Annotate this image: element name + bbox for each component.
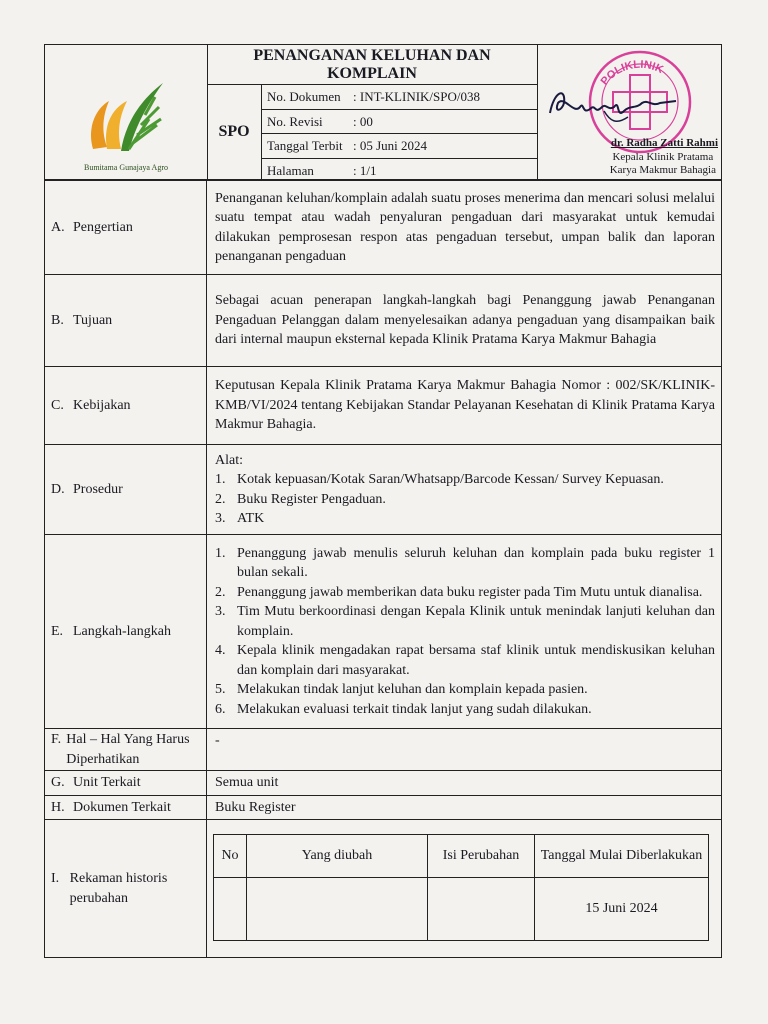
section-title: Pengertian [73,219,133,235]
column-header: Yang diubah [247,835,428,878]
item-text: Tim Mutu berkoordinasi dengan Kepala Klinik untuk menindak lanjuti keluhan dan komplain. [237,604,715,639]
item-number: 1. [215,472,226,487]
section-row [45,367,722,445]
document-header [44,44,722,180]
section-row [45,729,722,771]
section-title: Tujuan [73,312,113,328]
section-content: Keputusan Kepala Klinik Pratama Karya Makmur Bahagia Nomor : 002/SK/KLINIK-KMB/VI/2024 tentang Kebijakan Standar Pelayanan Kesehatan di Klinik Pratama Karya Makmur Bahagia. [207,367,722,445]
company-name: Bumitama Gunajaya Agro [84,163,168,172]
list-item [215,509,715,529]
section-content: Penanganan keluhan/komplain adalah suatu proses menerima dan mencari solusi melalui suatu tempat atau wadah penyaluran pengaduan dari masyarakat untuk kemudai dilakukan pemprosesan respon atas pengaduan tersebut, umpan balik dan laporan penanganan pengaduan [207,181,722,275]
section-row [45,795,722,820]
section-letter: G. [51,775,65,790]
list-item [215,700,715,720]
list-item [215,641,715,680]
signature-cell [537,45,724,179]
section-title: Unit Terkait [73,775,141,790]
list-item [215,470,715,490]
section-content: Buku Register [207,795,722,820]
section-label [45,535,207,729]
section-content [207,535,722,729]
list-item [215,544,715,583]
table-cell [214,878,247,941]
list-item [215,602,715,641]
meta-value: : INT-KLINIK/SPO/038 [353,89,480,104]
item-number: 4. [215,643,226,659]
list-item [215,490,715,510]
item-number: 5. [215,682,226,698]
meta-label: No. Dokumen [267,89,341,104]
section-row [45,445,722,535]
section-label [45,771,207,796]
section-label [45,445,207,535]
section-title: Prosedur [73,481,123,497]
meta-label: No. Revisi [267,113,323,129]
signer-title-line: Kepala Klinik Pratama [612,151,714,163]
item-number: 3. [215,511,226,526]
item-text: Melakukan evaluasi terkait tindak lanjut yang sudah dilakukan. [237,701,592,717]
item-text: Melakukan tindak lanjut keluhan dan komplain kepada pasien. [237,682,588,698]
table-cell [247,878,428,941]
meta-row [261,110,537,135]
item-text: Penanggung jawab memberikan data buku register pada Tim Mutu untuk dianalisa. [237,584,703,600]
item-text: Kepala klinik mengadakan rapat bersama staf klinik untuk mendiskusikan keluhan dan komplain dari masyarakat. [237,643,715,678]
section-label [45,820,207,958]
meta-label: Halaman [267,162,314,178]
spo-document [44,44,722,958]
section-label [45,181,207,275]
meta-row [261,159,537,183]
column-header: Tanggal Mulai Diberlakukan [535,835,709,878]
section-letter: F. [51,732,62,747]
steps-list [215,544,715,720]
signature-icon [544,81,684,131]
section-letter: I. [51,871,60,886]
section-content [207,445,722,535]
section-label [45,367,207,445]
meta-row [261,134,537,159]
item-number: 1. [215,545,226,561]
section-label [45,795,207,820]
section-content: Semua unit [207,771,722,796]
meta-value: : 05 Juni 2024 [353,138,428,153]
document-title: PENANGANAN KELUHAN DAN KOMPLAIN [207,45,537,85]
item-text: Kotak kepuasan/Kotak Saran/Whatsapp/Barcode Kessan/ Survey Kepuasan. [237,472,664,487]
section-letter: H. [51,799,65,815]
item-text: Penanggung jawab menulis seluruh keluhan dan komplain pada buku register 1 bulan sekali. [237,545,715,581]
list-item [215,583,715,603]
item-number: 2. [215,491,226,507]
section-letter: B. [51,312,64,328]
spo-label: SPO [207,85,262,179]
procedure-intro: Alat: [215,452,243,468]
section-label [45,729,207,771]
logo-cell [45,45,208,179]
table-cell [428,878,535,941]
table-header-row [214,835,709,878]
section-letter: E. [51,623,64,639]
section-letter: A. [51,219,65,235]
meta-row [261,85,537,110]
svg-text:POLIKLINIK: POLIKLINIK [598,58,666,88]
company-logo-icon [85,79,167,163]
signer-title-line: Karya Makmur Bahagia [609,164,716,176]
section-row [45,181,722,275]
column-header: Isi Perubahan [428,835,535,878]
meta-value: : 1/1 [353,162,377,178]
document-meta [261,85,537,182]
section-content [207,820,722,958]
section-title: Langkah-langkah [73,623,171,639]
item-number: 3. [215,604,226,620]
item-number: 2. [215,584,226,600]
section-title: Kebijakan [73,397,131,413]
column-header: No [214,835,247,878]
meta-value: : 00 [353,113,373,129]
procedure-list [215,470,715,529]
signer-name: dr. Radha Zatti Rahmi [610,137,718,149]
section-content: Sebagai acuan penerapan langkah-langkah bagi Penanggung jawab Penanganan Pengaduan Pelanggan dalam menyelesaikan adanya pengaduan yang disampaikan baik dari internal maupun eksternal kepada Klinik Pratama Karya Makmur Bahagia [207,275,722,367]
spo-body-table [44,180,722,958]
section-title: Hal – Hal Yang Harus Diperhatikan [66,732,190,767]
section-row [45,535,722,729]
section-letter: D. [51,481,65,497]
section-row [45,820,722,958]
section-label [45,275,207,367]
signer-title [610,151,716,177]
item-number: 6. [215,701,226,717]
table-row [214,878,709,941]
item-text: Buku Register Pengaduan. [237,491,386,507]
section-letter: C. [51,397,64,413]
list-item [215,680,715,700]
table-cell: 15 Juni 2024 [535,878,709,941]
section-row [45,275,722,367]
section-row [45,771,722,796]
item-text: ATK [237,511,265,526]
revision-history-table [213,834,709,941]
section-content: - [207,729,722,771]
meta-label: Tanggal Terbit [267,138,343,153]
section-title: Rekaman historis perubahan [69,871,168,906]
section-title: Dokumen Terkait [73,799,171,815]
